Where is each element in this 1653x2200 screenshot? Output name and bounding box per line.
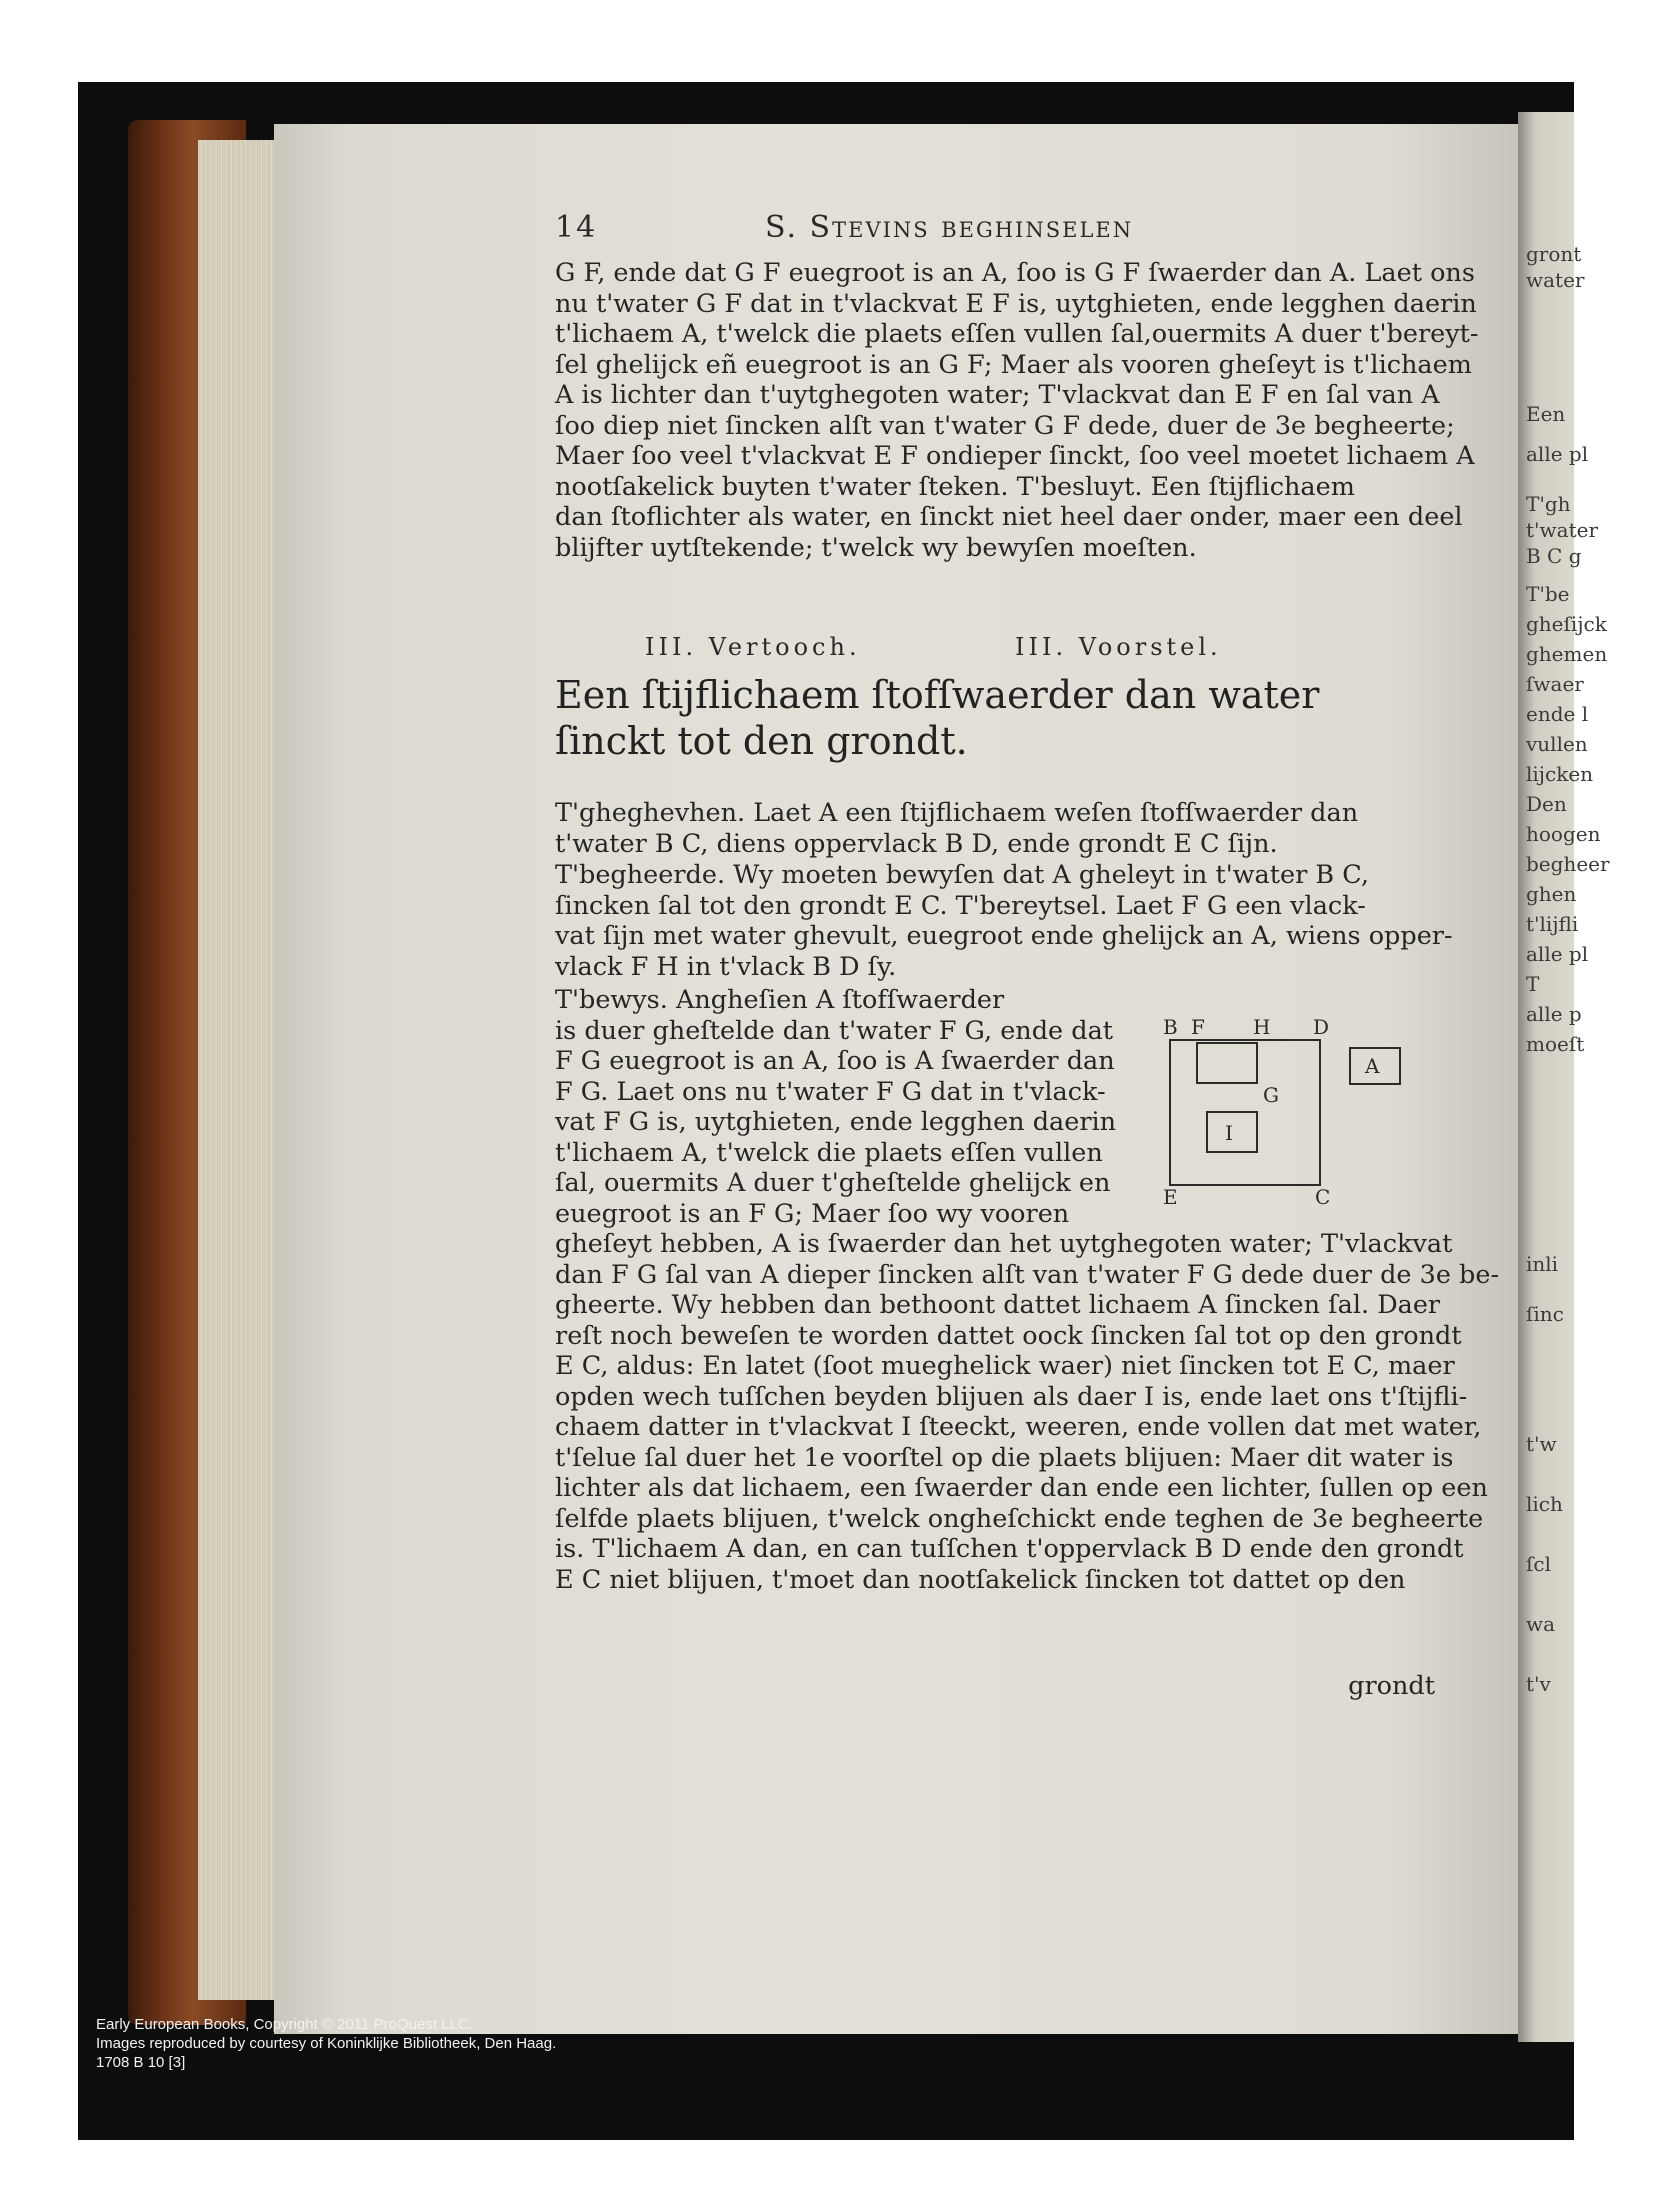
section-heading-right: III. Voorstel. <box>1015 633 1222 661</box>
margin-fragment: Een <box>1526 402 1566 426</box>
margin-fragment: ghen <box>1526 882 1577 906</box>
margin-fragment: T <box>1526 972 1540 996</box>
text-line: euegroot is an F G; Maer ſoo wy vooren <box>555 1198 1070 1229</box>
margin-fragment: ſwaer <box>1526 672 1584 696</box>
text-line: nu t'water G F dat in t'vlackvat E F is, uytghieten, ende legghen daerin <box>555 288 1477 319</box>
footer-line: Images reproduced by courtesy of Koninklijke Bibliotheek, Den Haag. <box>96 2035 557 2052</box>
proposition-line: Een ſtijflichaem ſtofſwaerder dan water <box>555 673 1320 717</box>
paragraph-bewys-full <box>555 1229 1500 1595</box>
text-line: vlack F H in t'vlack B D ſy. <box>555 951 897 982</box>
margin-fragment: hoogen <box>1526 822 1601 846</box>
text-line: ſel ghelijck eñ euegroot is an G F; Maer als vooren gheſeyt is t'lichaem <box>555 349 1472 380</box>
page-number: 14 <box>555 210 598 245</box>
text-line: gheſeyt hebben, A is ſwaerder dan het uytghegoten water; T'vlackvat <box>555 1229 1453 1259</box>
text-line: vat F G is, uytghieten, ende legghen daerin <box>555 1107 1117 1137</box>
paragraph-continuation <box>555 258 1479 563</box>
label-F: F <box>1191 1015 1205 1039</box>
running-title: S. Stevins beghinselen <box>765 210 1134 245</box>
geometric-figure <box>1125 1010 1425 1210</box>
text-line: T'bewys. Angheſien A ſtofſwaerder <box>555 985 1005 1015</box>
margin-fragment: B C g <box>1526 544 1582 568</box>
margin-fragment: t'water <box>1526 518 1599 542</box>
proposition-statement <box>555 672 1435 764</box>
proposition-line: ſinckt tot den grondt. <box>555 719 968 763</box>
text-line: gheerte. Wy hebben dan bethoont dattet lichaem A ſincken ſal. Daer <box>555 1290 1441 1320</box>
margin-fragment: T'be <box>1526 582 1570 606</box>
margin-fragment: T'gh <box>1526 492 1571 516</box>
text-line: ſal, ouermits A duer t'gheſtelde ghelijck en <box>555 1168 1111 1198</box>
text-line: t'lichaem A, t'welck die plaets eſſen vullen ſal,ouermits A duer t'bereyt- <box>555 319 1479 349</box>
margin-fragment: begheer <box>1526 852 1610 876</box>
label-I: I <box>1225 1121 1233 1145</box>
catchword <box>555 1671 1435 1702</box>
text-line: G F, ende dat G F euegroot is an A, ſoo is G F ſwaerder dan A. Laet ons <box>555 258 1475 288</box>
label-A: A <box>1365 1054 1380 1078</box>
margin-fragment: gheſijck <box>1526 612 1607 636</box>
text-line: blijfter uytſtekende; t'welck wy bewyſen moeſten. <box>555 532 1197 563</box>
margin-fragment: alle pl <box>1526 942 1589 966</box>
paragraph-gegeven <box>555 798 1440 859</box>
margin-fragment: alle p <box>1526 1002 1582 1026</box>
text-line: F G euegroot is an A, ſoo is A ſwaerder dan <box>555 1046 1115 1076</box>
margin-fragment: wa <box>1526 1612 1556 1636</box>
footer-line: 1708 B 10 [3] <box>96 2054 186 2071</box>
margin-fragment: ende l <box>1526 702 1589 726</box>
margin-fragment: water <box>1526 268 1585 292</box>
text-line: ſincken ſal tot den grondt E C. T'bereytsel. Laet F G een vlack- <box>555 890 1366 921</box>
margin-fragment: lijcken <box>1526 762 1594 786</box>
text-line: chaem datter in t'vlackvat I ſteeckt, weeren, ende vollen dat met water, <box>555 1412 1482 1442</box>
text-line: ſelfde plaets blijuen, t'welck ongheſchickt ende teghen de 3e begheerte <box>555 1503 1484 1534</box>
text-line: opden wech tuſſchen beyden blijuen als daer I is, ende laet ons t'ſtijfli- <box>555 1381 1468 1412</box>
text-line: A is lichter dan t'uytghegoten water; T'vlackvat dan E F en ſal van A <box>555 380 1440 410</box>
text-line: vat ſijn met water ghevult, euegroot ende ghelijck an A, wiens opper- <box>555 921 1453 951</box>
text-line: E C, aldus: En latet (ſoot mueghelick waer) niet ſincken tot E C, maer <box>555 1351 1455 1381</box>
paragraph-begheerde <box>555 860 1453 982</box>
margin-fragment: vullen <box>1526 732 1588 756</box>
label-C: C <box>1315 1185 1331 1209</box>
text-line: reſt noch beweſen te worden dattet oock ſincken ſal tot op den grondt <box>555 1320 1462 1351</box>
text-line: dan F G ſal van A dieper ſincken alſt van t'water F G dede duer de 3e be- <box>555 1259 1500 1290</box>
margin-fragment: ghemen <box>1526 642 1608 666</box>
margin-fragment: gront <box>1526 242 1582 266</box>
text-line: F G. Laet ons nu t'water F G dat in t'vlack- <box>555 1076 1106 1107</box>
copyright-footer <box>96 2015 556 2072</box>
label-H: H <box>1253 1015 1271 1039</box>
catchword-text: grondt <box>1348 1671 1435 1701</box>
text-line: Maer ſoo veel t'vlackvat E F ondieper ſinckt, ſoo veel moetet lichaem A <box>555 441 1475 471</box>
margin-fragment: t'lijfli <box>1526 912 1579 936</box>
margin-fragment: moeſt <box>1526 1032 1585 1056</box>
text-line: ſoo diep niet ſincken alſt van t'water G F dede, duer de 3e begheerte; <box>555 410 1455 441</box>
label-G: G <box>1263 1083 1279 1107</box>
margin-fragment: alle pl <box>1526 442 1589 466</box>
margin-fragment: lich <box>1526 1492 1563 1516</box>
text-line: is. T'lichaem A dan, en can tuſſchen t'oppervlack B D ende den grondt <box>555 1534 1464 1564</box>
text-line: t'lichaem A, t'welck die plaets eſſen vullen <box>555 1137 1103 1168</box>
text-line: t'ſelue ſal duer het 1e voorſtel op die plaets blijuen: Maer dit water is <box>555 1442 1454 1473</box>
text-line: nootſakelick buyten t'water ſteken. T'besluyt. Een ſtijflichaem <box>555 471 1355 502</box>
label-B: B <box>1163 1015 1178 1039</box>
margin-fragment: inli <box>1526 1252 1559 1276</box>
text-line: lichter als dat lichaem, een ſwaerder dan ende een lichter, ſullen op een <box>555 1473 1488 1503</box>
label-D: D <box>1313 1015 1330 1039</box>
margin-fragment: t'w <box>1526 1432 1557 1456</box>
margin-fragment: ſcl <box>1526 1552 1551 1576</box>
margin-fragment: ſinc <box>1526 1302 1564 1326</box>
margin-fragment: t'v <box>1526 1672 1551 1696</box>
text-line: T'begheerde. Wy moeten bewyſen dat A gheleyt in t'water B C, <box>555 860 1369 890</box>
section-heading-left: III. Vertooch. <box>645 633 861 661</box>
adjacent-page-edge <box>1518 112 1610 2042</box>
paragraph-bewys-wrapped <box>555 985 1117 1229</box>
text-line: E C niet blijuen, t'moet dan nootſakelick ſincken tot dattet op den <box>555 1564 1406 1595</box>
label-E: E <box>1163 1185 1178 1209</box>
text-line: T'gheghevhen. Laet A een ſtijflichaem weſen ſtofſwaerder dan <box>555 798 1359 828</box>
vessel-rect-FH <box>1197 1043 1257 1083</box>
margin-fragment: Den <box>1526 792 1567 816</box>
footer-line: Early European Books, Copyright © 2011 ProQuest LLC. <box>96 2016 473 2033</box>
text-line: dan ſtoflichter als water, en ſinckt niet heel daer onder, maer een deel <box>555 502 1463 532</box>
text-line: is duer gheſtelde dan t'water F G, ende dat <box>555 1015 1114 1046</box>
text-line: t'water B C, diens oppervlack B D, ende grondt E C ſijn. <box>555 828 1278 859</box>
